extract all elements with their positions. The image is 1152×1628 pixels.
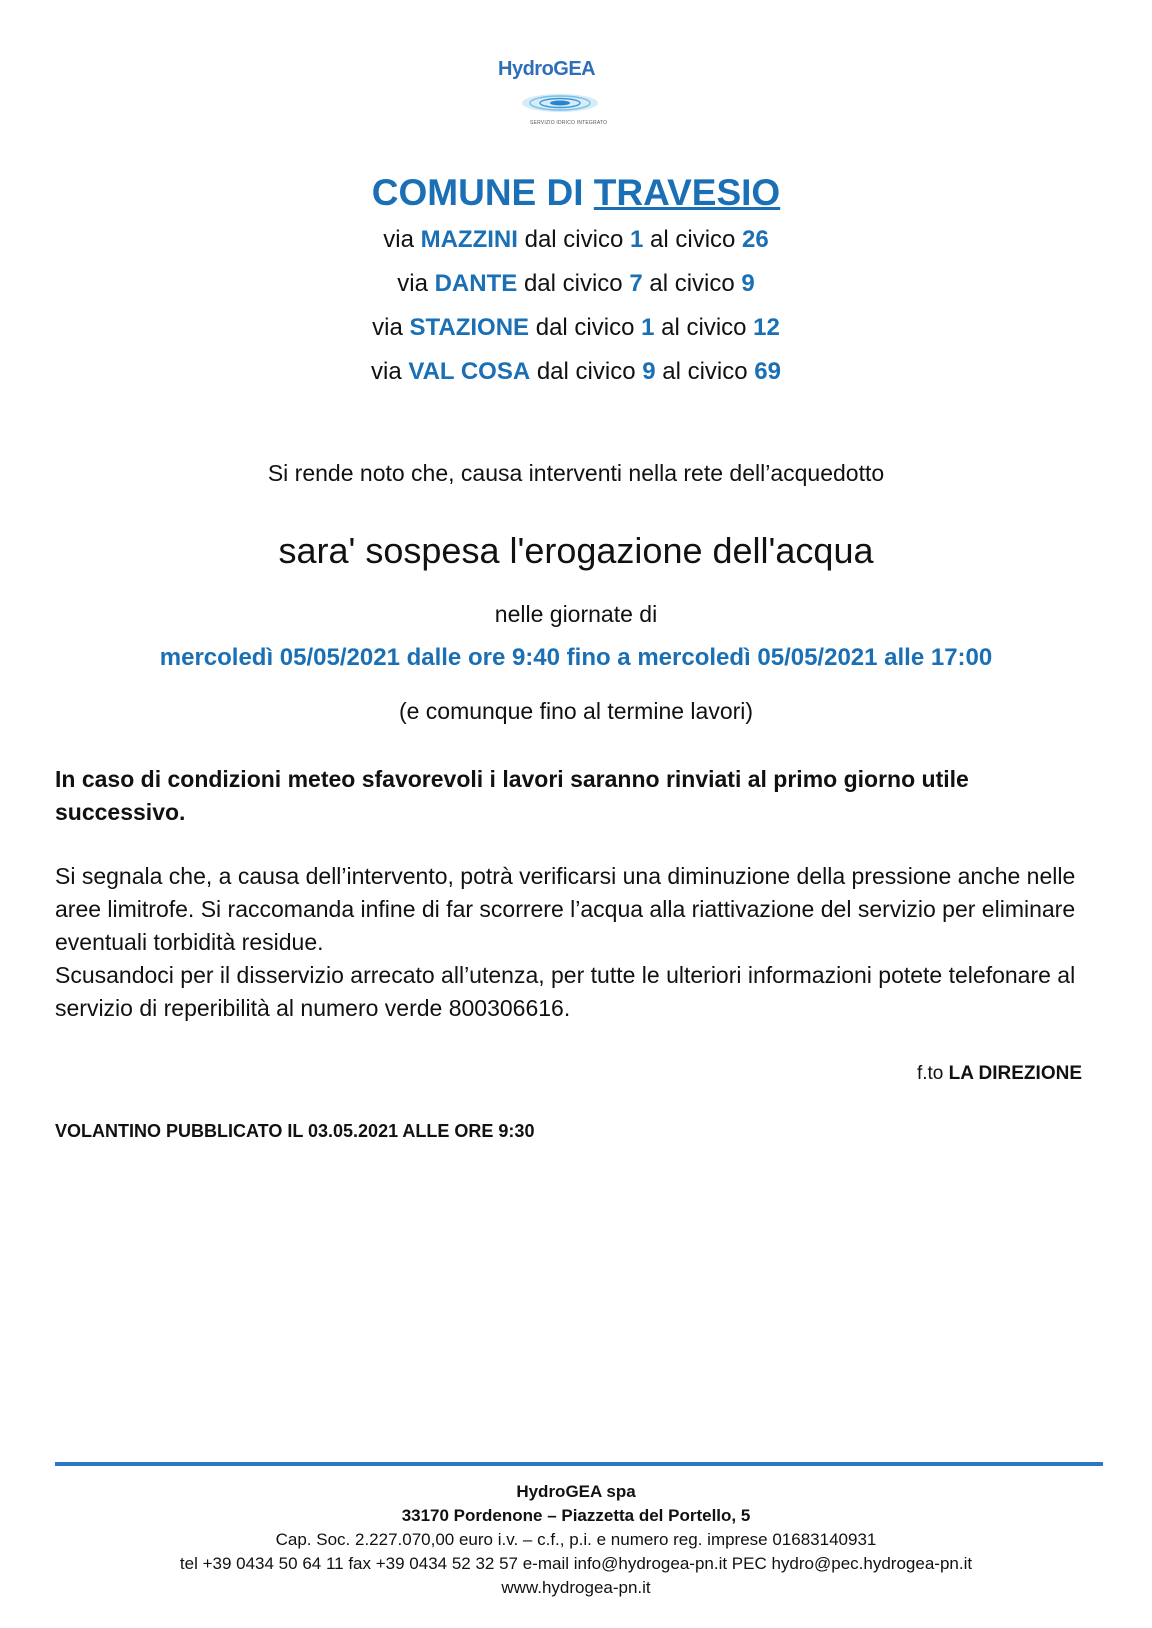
street-line (0, 314, 1152, 342)
street-name: DANTE (434, 270, 518, 297)
footer-website[interactable]: www.hydrogea-pn.it (501, 1578, 651, 1597)
title-town: TRAVESIO (593, 172, 781, 213)
street-to-label: al civico (662, 358, 748, 385)
street-line (0, 226, 1152, 254)
street-via: via (372, 314, 403, 341)
street-from-label: dal civico (524, 226, 624, 253)
days-label: nelle giornate di (494, 601, 658, 627)
street-name: MAZZINI (420, 226, 518, 253)
street-to: 12 (753, 314, 780, 341)
water-drop-icon (520, 88, 600, 118)
until-note: (e comunque fino al termine lavori) (398, 698, 754, 724)
street-from: 7 (629, 270, 643, 297)
street-from: 1 (629, 226, 644, 253)
signature (917, 1063, 1082, 1085)
street-to: 9 (741, 270, 755, 297)
street-from-label: dal civico (523, 270, 623, 297)
street-to: 26 (742, 226, 769, 253)
footer-divider (55, 1462, 1103, 1466)
street-from: 1 (641, 314, 655, 341)
street-name: VAL COSA (408, 358, 531, 385)
street-to-label: al civico (649, 270, 735, 297)
contact-paragraph: Scusandoci per il disservizio arrecato all’utenza, per tutte le ulteriori informazioni potete telefonare al servizio di reperibilità al numero verde 800306616. (55, 962, 1076, 1021)
page-title (0, 172, 1152, 214)
signature-prefix: f.to (916, 1063, 944, 1084)
street-from: 9 (642, 358, 656, 385)
street-to-label: al civico (661, 314, 747, 341)
street-via: via (397, 270, 428, 297)
title-prefix: COMUNE DI (371, 172, 584, 213)
logo-brand: HydroGEA (498, 58, 596, 80)
hydrogea-logo (490, 52, 628, 132)
weather-warning: In caso di condizioni meteo sfavorevoli i lavori saranno rinviati al primo giorno utile successivo. (55, 766, 969, 825)
street-line (0, 270, 1152, 298)
street-via: via (371, 358, 402, 385)
outage-period: mercoledì 05/05/2021 dalle ore 9:40 fino a mercoledì 05/05/2021 alle 17:00 (159, 644, 993, 671)
logo-tagline: SERVIZIO IDRICO INTEGRATO (530, 120, 608, 126)
footer-address: 33170 Pordenone – Piazzetta del Portello, 5 (401, 1506, 751, 1525)
footer-company: HydroGEA spa (516, 1482, 636, 1501)
street-from-label: dal civico (535, 314, 635, 341)
street-line (0, 358, 1152, 386)
street-name: STAZIONE (409, 314, 530, 341)
headline: sara' sospesa l'erogazione dell'acqua (278, 530, 874, 571)
street-via: via (383, 226, 414, 253)
street-to-label: al civico (650, 226, 736, 253)
published-note: VOLANTINO PUBBLICATO IL 03.05.2021 ALLE ORE 9:30 (55, 1121, 535, 1141)
footer-contacts: tel +39 0434 50 64 11 fax +39 0434 52 32 57 e-mail info@hydrogea-pn.it PEC hydro@pec.hydrogea-pn.it (179, 1554, 973, 1573)
street-to: 69 (754, 358, 781, 385)
street-from-label: dal civico (536, 358, 636, 385)
intro-text: Si rende noto che, causa interventi nella rete dell’acquedotto (267, 460, 885, 486)
footer-capital: Cap. Soc. 2.227.070,00 euro i.v. – c.f., p.i. e numero reg. imprese 01683140931 (275, 1530, 877, 1549)
pressure-paragraph: Si segnala che, a causa dell’intervento, potrà verificarsi una diminuzione della pressione anche nelle aree limitrofe. Si raccomanda infine di far scorrere l’acqua alla riattivazione del servizio per eliminare eventuali torbidità residue. (55, 863, 1076, 955)
signature-name: LA DIREZIONE (948, 1063, 1082, 1084)
body-text (55, 860, 1105, 1025)
footer (0, 1480, 1152, 1600)
